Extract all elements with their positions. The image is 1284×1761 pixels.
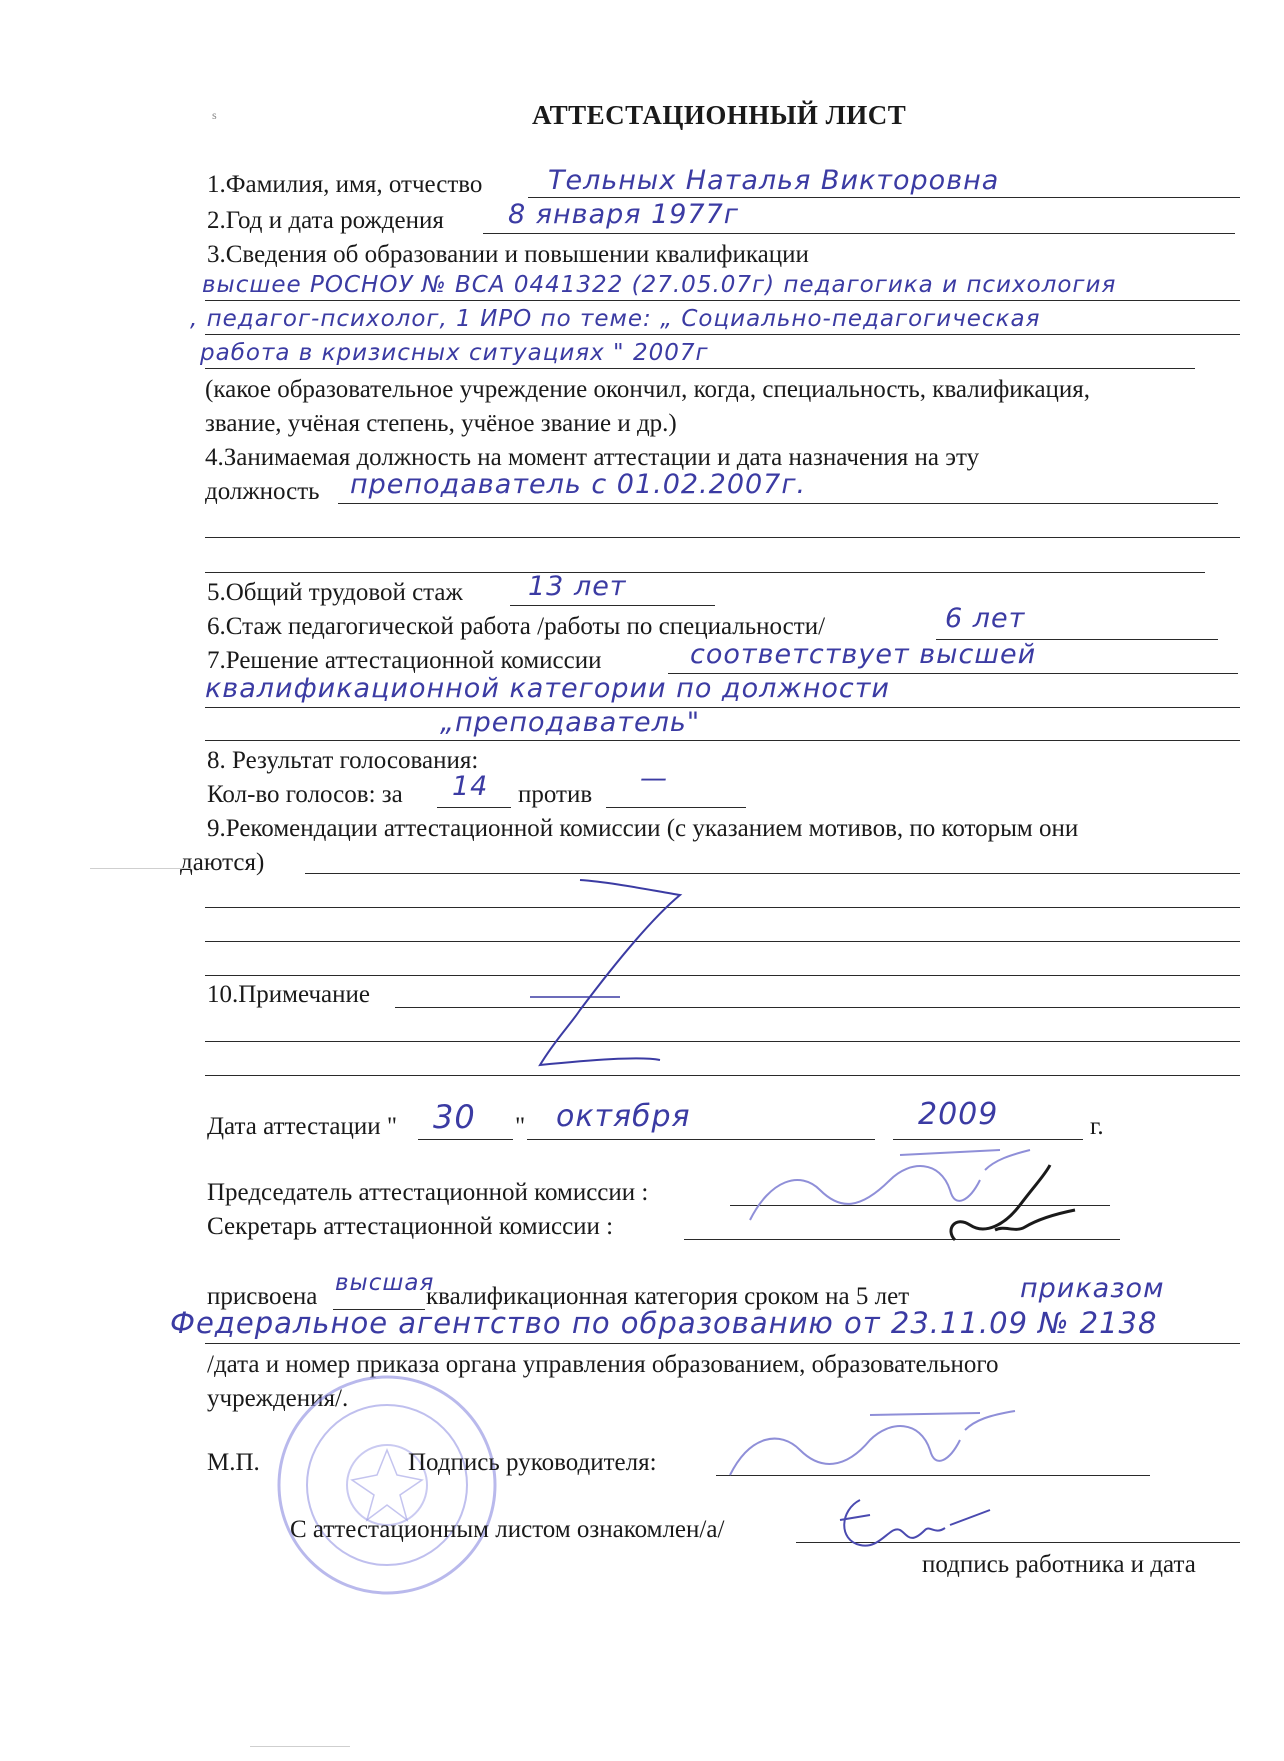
votes-against-value: — (640, 763, 668, 794)
date-quote: " (515, 1113, 526, 1140)
assigned-order-2: Федеральное агентство по образованию от 23.11.09 № 2138 (170, 1306, 1158, 1340)
secretary-label: Секретарь аттестационной комиссии : (207, 1213, 614, 1240)
field-ped-exp-value: 6 лет (945, 603, 1026, 634)
field-name-line (528, 197, 1240, 198)
organization-stamp (272, 1370, 502, 1600)
field-name-label: 1.Фамилия, имя, отчество (207, 171, 483, 198)
votes-against-line (606, 807, 746, 808)
date-day-value: 30 (433, 1098, 476, 1136)
field-total-exp-value: 13 лет (528, 571, 627, 602)
date-day-line (418, 1139, 513, 1140)
assigned-note-1: /дата и номер приказа органа управления образованием, образовательного (207, 1351, 999, 1378)
head-signature (720, 1405, 1020, 1495)
field-education-label: 3.Сведения об образовании и повышении квалификации (207, 241, 809, 268)
secretary-signature (935, 1155, 1095, 1255)
field-position-label-2: должность (205, 478, 320, 505)
date-year-value: 2009 (918, 1097, 999, 1132)
scan-smudge (90, 868, 190, 869)
field-birth-value: 8 января 1977г (508, 199, 739, 230)
field-education-line-3: работа в кризисных ситуациях " 2007г (200, 340, 709, 366)
votes-for-line (437, 807, 511, 808)
field-education-rule-3 (205, 368, 1195, 369)
field-education-line-1: высшее РОСНОУ № ВСА 0441322 (27.05.07г) педагогика и психология (202, 272, 1117, 298)
field-note-line-2 (205, 1041, 1240, 1042)
stamp-placeholder: М.П. (207, 1449, 260, 1476)
field-total-exp-label: 5.Общий трудовой стаж (207, 579, 463, 606)
field-recommend-line-2 (205, 907, 1240, 908)
field-decision-label: 7.Решение аттестационной комиссии (207, 647, 602, 674)
field-name-value: Тельных Наталья Викторовна (548, 165, 1000, 196)
field-education-line-2: , педагог-психолог, 1 ИРО по теме: „ Социально-педагогическая (190, 306, 1041, 332)
field-decision-value-1: соответствует высшей (690, 639, 1037, 670)
field-position-rule-2 (205, 537, 1240, 538)
head-signature-label: Подпись руководителя: (408, 1449, 657, 1476)
scan-smudge (250, 1746, 350, 1747)
field-recommend-line-4 (205, 975, 1240, 976)
field-decision-value-3: „преподаватель" (440, 707, 701, 738)
votes-for-value: 14 (452, 771, 489, 802)
field-recommend-line-3 (205, 941, 1240, 942)
date-month-value: октября (556, 1099, 691, 1134)
date-label: Дата аттестации " (207, 1113, 398, 1140)
field-note-line-3 (205, 1075, 1240, 1076)
field-position-rule-3 (205, 572, 1205, 573)
page-title: АТТЕСТАЦИОННЫЙ ЛИСТ (532, 100, 907, 130)
field-ped-exp-label: 6.Стаж педагогической работа /работы по специальности/ (207, 613, 826, 640)
assigned-note-2: учреждения/. (207, 1385, 349, 1412)
field-education-note-2: звание, учёная степень, учёное звание и др.) (205, 410, 677, 437)
field-decision-line-2 (205, 707, 1240, 708)
field-recommend-label-1: 9.Рекомендации аттестационной комиссии (с указанием мотивов, по которым они (207, 815, 1079, 842)
votes-against-label: против (518, 781, 593, 808)
field-birth-line (483, 233, 1235, 234)
field-position-line (338, 503, 1218, 504)
field-note-label: 10.Примечание (207, 981, 371, 1008)
field-birth-label: 2.Год и дата рождения (207, 207, 444, 234)
assigned-order-line (205, 1343, 1240, 1344)
votes-for-label: Кол-во голосов: за (207, 781, 403, 808)
assigned-text: квалификационная категория сроком на 5 лет (426, 1283, 910, 1310)
date-suffix: г. (1090, 1113, 1104, 1140)
assigned-prefix: присвоена (207, 1283, 318, 1310)
field-position-value: преподаватель с 01.02.2007г. (350, 469, 807, 500)
field-decision-line-3 (205, 740, 1240, 741)
field-total-exp-line (510, 605, 715, 606)
field-education-rule-2 (205, 334, 1240, 335)
worker-signature-caption: подпись работника и дата (922, 1551, 1196, 1578)
field-position-label-1: 4.Занимаемая должность на момент аттестации и дата назначения на эту (205, 444, 980, 471)
field-education-rule-1 (205, 300, 1240, 301)
z-strike-mark (500, 860, 700, 1080)
field-recommend-label-2: даются) (180, 849, 265, 876)
assigned-category-value: высшая (335, 1270, 435, 1296)
field-voting-label: 8. Результат голосования: (207, 747, 479, 774)
chairman-label: Председатель аттестационной комиссии : (207, 1179, 649, 1206)
field-education-note-1: (какое образовательное учреждение окончил, когда, специальность, квалификация, (205, 376, 1091, 403)
field-decision-value-2: квалификационной категории по должности (205, 673, 890, 704)
scan-mark: s (212, 108, 217, 122)
assigned-order-1: приказом (1020, 1273, 1165, 1304)
field-recommend-line-1 (305, 873, 1240, 874)
acquainted-label: С аттестационным листом ознакомлен/а/ (290, 1516, 725, 1543)
